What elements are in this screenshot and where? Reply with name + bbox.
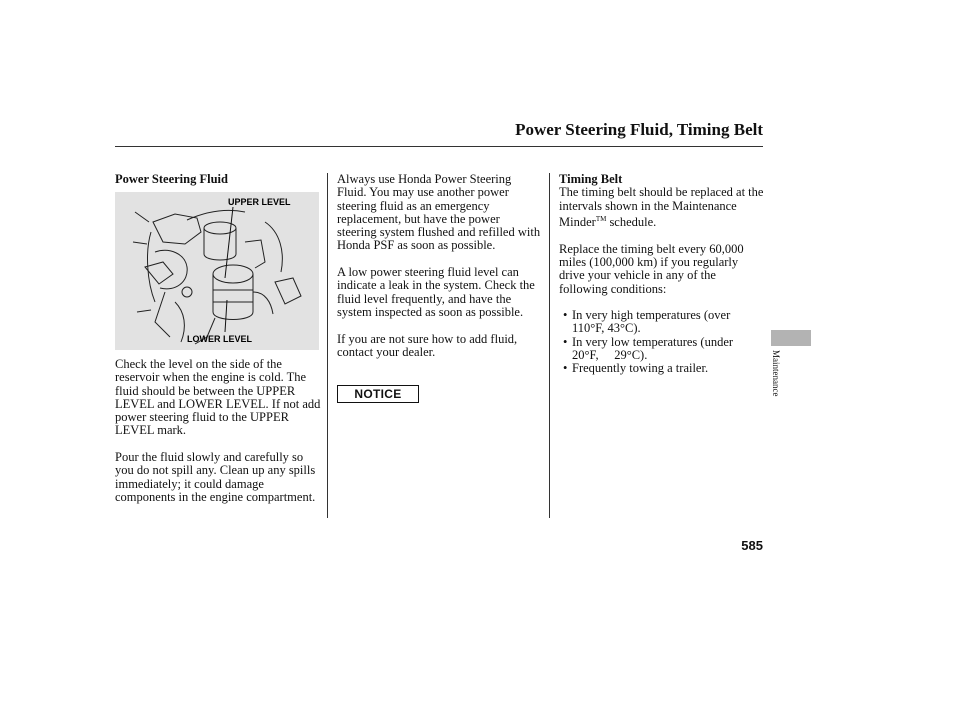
column-fluid-info <box>337 173 542 372</box>
replace-intervals-tail: schedule. <box>606 215 657 230</box>
notice-label: NOTICE <box>337 385 419 403</box>
paragraph-pour-fluid: Pour the fluid slowly and carefully so you do not spill any. Clean up any spills immediately; it could damage components in the engine compartment. <box>115 450 316 504</box>
list-item: • In very low temperatures (under 20°F, 29°C). <box>559 336 764 363</box>
paragraph-check-level: Check the level on the side of the reservoir when the engine is cold. The fluid should be between the UPPER LEVEL and LOWER LEVEL. If not add power steering fluid to the UPPER LEVEL mark. <box>115 357 321 438</box>
list-item: • Frequently towing a trailer. <box>559 362 764 375</box>
column-divider-1 <box>327 173 328 518</box>
section-tab <box>771 330 811 346</box>
replace-intervals-text: The timing belt should be replaced at the intervals shown in the Maintenance Minder <box>559 185 764 230</box>
reservoir-drawing <box>115 192 319 350</box>
paragraph-contact-dealer: If you are not sure how to add fluid, contact your dealer. <box>337 331 518 359</box>
trademark-mark: TM <box>595 214 607 223</box>
column-timing-belt <box>559 173 764 376</box>
column-divider-2 <box>549 173 550 518</box>
list-item: • In very high temperatures (over 110°F, 43°C). <box>559 309 764 336</box>
paragraph-low-level: A low power steering fluid level can indicate a leak in the system. Check the fluid level frequently, and have the system inspected as soon as possible. <box>337 265 535 319</box>
reservoir-illustration <box>115 192 319 350</box>
conditions-list <box>559 309 764 375</box>
section-heading-power-steering: Power Steering Fluid <box>115 172 228 186</box>
lower-level-label: LOWER LEVEL <box>187 334 252 344</box>
upper-level-label: UPPER LEVEL <box>228 197 291 207</box>
page-number: 585 <box>741 538 763 553</box>
paragraph-replace-every: Replace the timing belt every 60,000 miles (100,000 km) if you regularly drive your vehicle in any of the following conditions: <box>559 241 744 296</box>
paragraph-use-honda-psf: Always use Honda Power Steering Fluid. You may use another power steering fluid as an emergency replacement, but have the power steering system flushed and refilled with Honda PSF as soon as possible. <box>337 172 541 253</box>
section-heading-timing-belt: Timing Belt <box>559 172 623 186</box>
paragraph-replace-intervals <box>559 186 764 229</box>
title-rule <box>115 146 763 147</box>
page-title: Power Steering Fluid, Timing Belt <box>515 120 763 139</box>
section-tab-label: Maintenance <box>771 350 781 397</box>
column-power-steering <box>115 173 323 186</box>
column-power-steering-text <box>115 358 323 518</box>
